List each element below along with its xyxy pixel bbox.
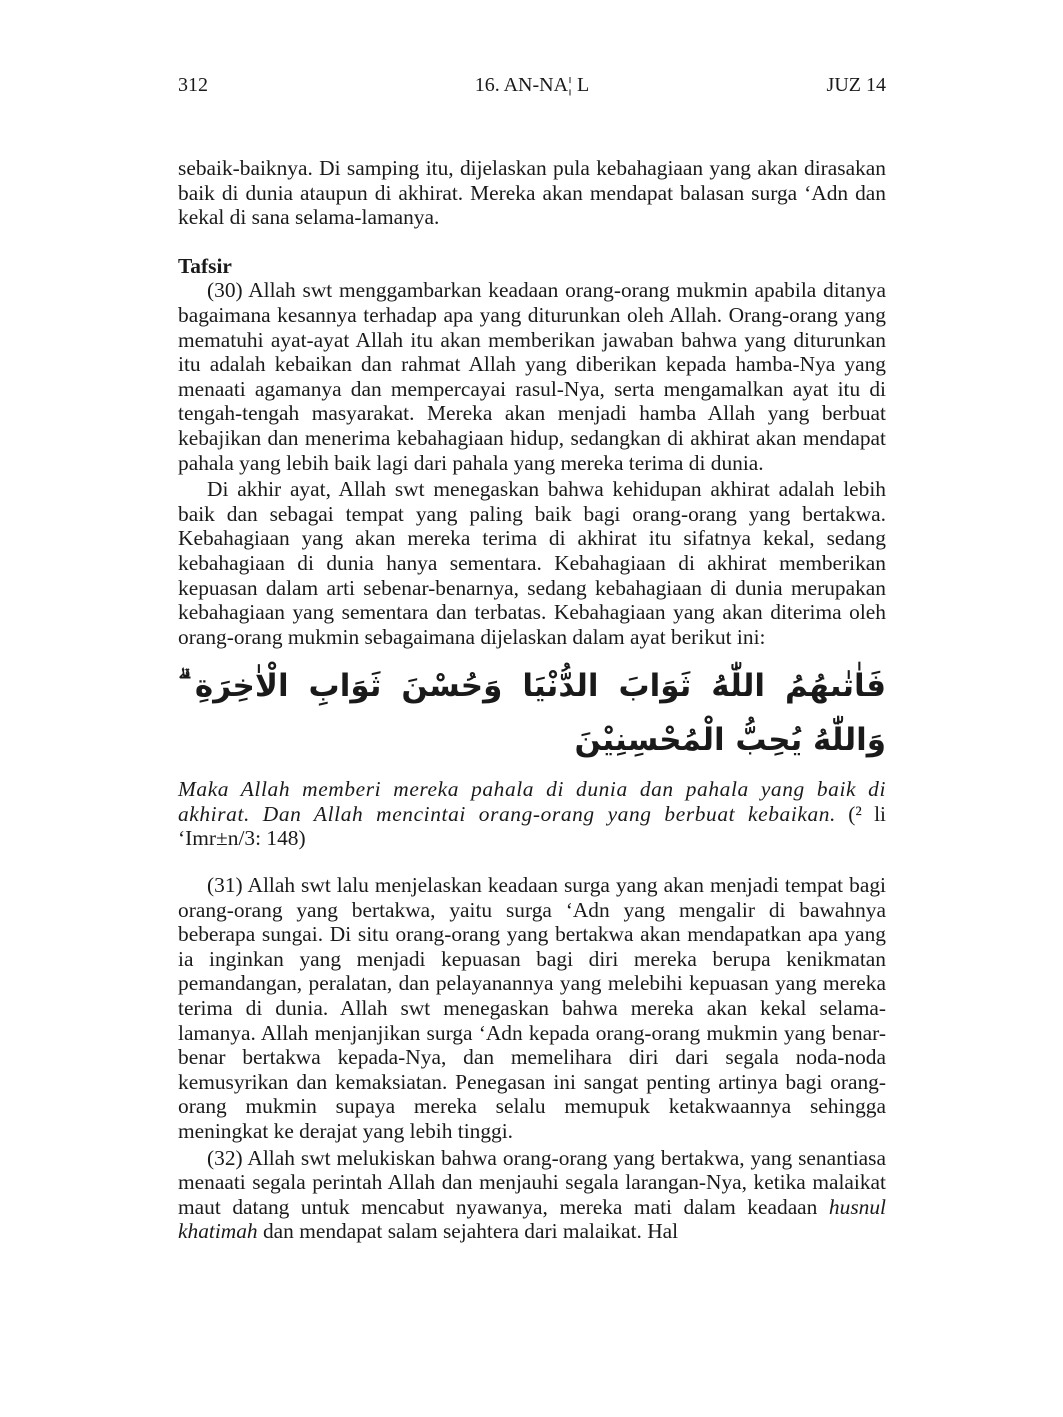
translation-text: Maka Allah memberi mereka pahala di dunia dan pahala yang baik di akhirat. Dan Allah mencintai orang-orang yang berbuat kebaikan. <box>178 777 886 826</box>
paragraph-30: (30) Allah swt menggambarkan keadaan orang-orang mukmin apabila ditanya bagaimana kesannya terhadap apa yang diturunkan oleh Allah. Orang-orang yang mematuhi ayat-ayat Allah itu akan memberikan jawaban bahwa yang diturunkan itu adalah kebaikan dan rahmat Allah yang diberikan kepada hamba-Nya yang menaati agamanya dan mempercayai rasul-Nya, serta mengamalkan ayat itu di tengah-tengah masyarakat. Mereka akan menjadi hamba Allah yang berbuat kebajikan dan menerima kebahagiaan hidup, sedangkan di akhirat akan mendapat pahala yang lebih baik lagi dari pahala yang mereka terima di dunia. <box>178 278 886 475</box>
page-body <box>178 156 886 1244</box>
paragraph-32 <box>178 1146 886 1244</box>
paragraph-akhir-ayat: Di akhir ayat, Allah swt menegaskan bahwa kehidupan akhirat adalah lebih baik dan sebagai tempat yang paling baik bagi orang-orang yang bertakwa. Kebahagiaan yang akan mereka terima di akhirat itu sifatnya kekal, sedang kebahagiaan di dunia hanya sementara. Kebahagiaan di akhirat memberikan kepuasan dalam arti sebenar-benarnya, sedang kebahagiaan di dunia merupakan kebahagiaan yang sementara dan terbatas. Kebahagiaan yang akan diterima oleh orang-orang mukmin sebagaimana dijelaskan dalam ayat berikut ini: <box>178 477 886 649</box>
intro-paragraph: sebaik-baiknya. Di samping itu, dijelaskan pula kebahagiaan yang akan dirasakan baik di dunia ataupun di akhirat. Mereka akan mendapat balasan surga ‘Adn dan kekal di sana selama-lamanya. <box>178 156 886 230</box>
paragraph-31: (31) Allah swt lalu menjelaskan keadaan surga yang akan menjadi tempat bagi orang-orang yang bertakwa, yaitu surga ‘Adn yang mengalir di bawahnya beberapa sungai. Di situ orang-orang yang bertakwa akan mendapatkan apa yang ia inginkan yang menjadi kepuasan bagi diri mereka berupa kenikmatan pemandangan, peralatan, dan pelayanannya yang melebihi kepuasan yang mereka terima di dunia. Allah swt menegaskan bahwa mereka akan kekal selama-lamanya. Allah menjanjikan surga ‘Adn kepada orang-orang mukmin yang benar-benar bertakwa kepada-Nya, dan memelihara diri dari segala noda-noda kemusyrikan dan kemaksiatan. Penegasan ini sangat penting artinya bagi orang-orang mukmin supaya mereka selalu memupuk ketakwaannya sehingga meningkat ke derajat yang lebih tinggi. <box>178 873 886 1143</box>
surah-title: 16. AN-NA¦ L <box>474 74 590 96</box>
paragraph-32-italic-term: husnul khatimah <box>178 1194 886 1244</box>
page-header <box>178 74 886 104</box>
arabic-verse: فَاٰتٰىهُمُ اللّٰهُ ثَوَابَ الدُّنْيَا وَحُسْنَ ثَوَابِ الْاٰخِرَةِ ۗ وَاللّٰهُ يُحِبُّ الْمُحْسِنِيْنَ <box>178 668 886 759</box>
page-number: 312 <box>178 74 208 96</box>
verse-reference: (² li ‘Imr±n/3: 148) <box>178 801 886 851</box>
paragraph-32-tail: dan mendapat salam sejahtera dari malaikat. Hal <box>262 1219 679 1244</box>
juz-label: JUZ 14 <box>826 74 886 96</box>
tafsir-heading: Tafsir <box>178 253 232 278</box>
paragraph-32-text: (32) Allah swt melukiskan bahwa orang-orang yang bertakwa, yang senantiasa menaati segala perintah Allah dan menjauhi segala larangan-Nya, ketika malaikat maut datang untuk mencabut nyawanya, mereka mati dalam keadaan <box>178 1145 886 1219</box>
verse-translation <box>178 777 886 851</box>
